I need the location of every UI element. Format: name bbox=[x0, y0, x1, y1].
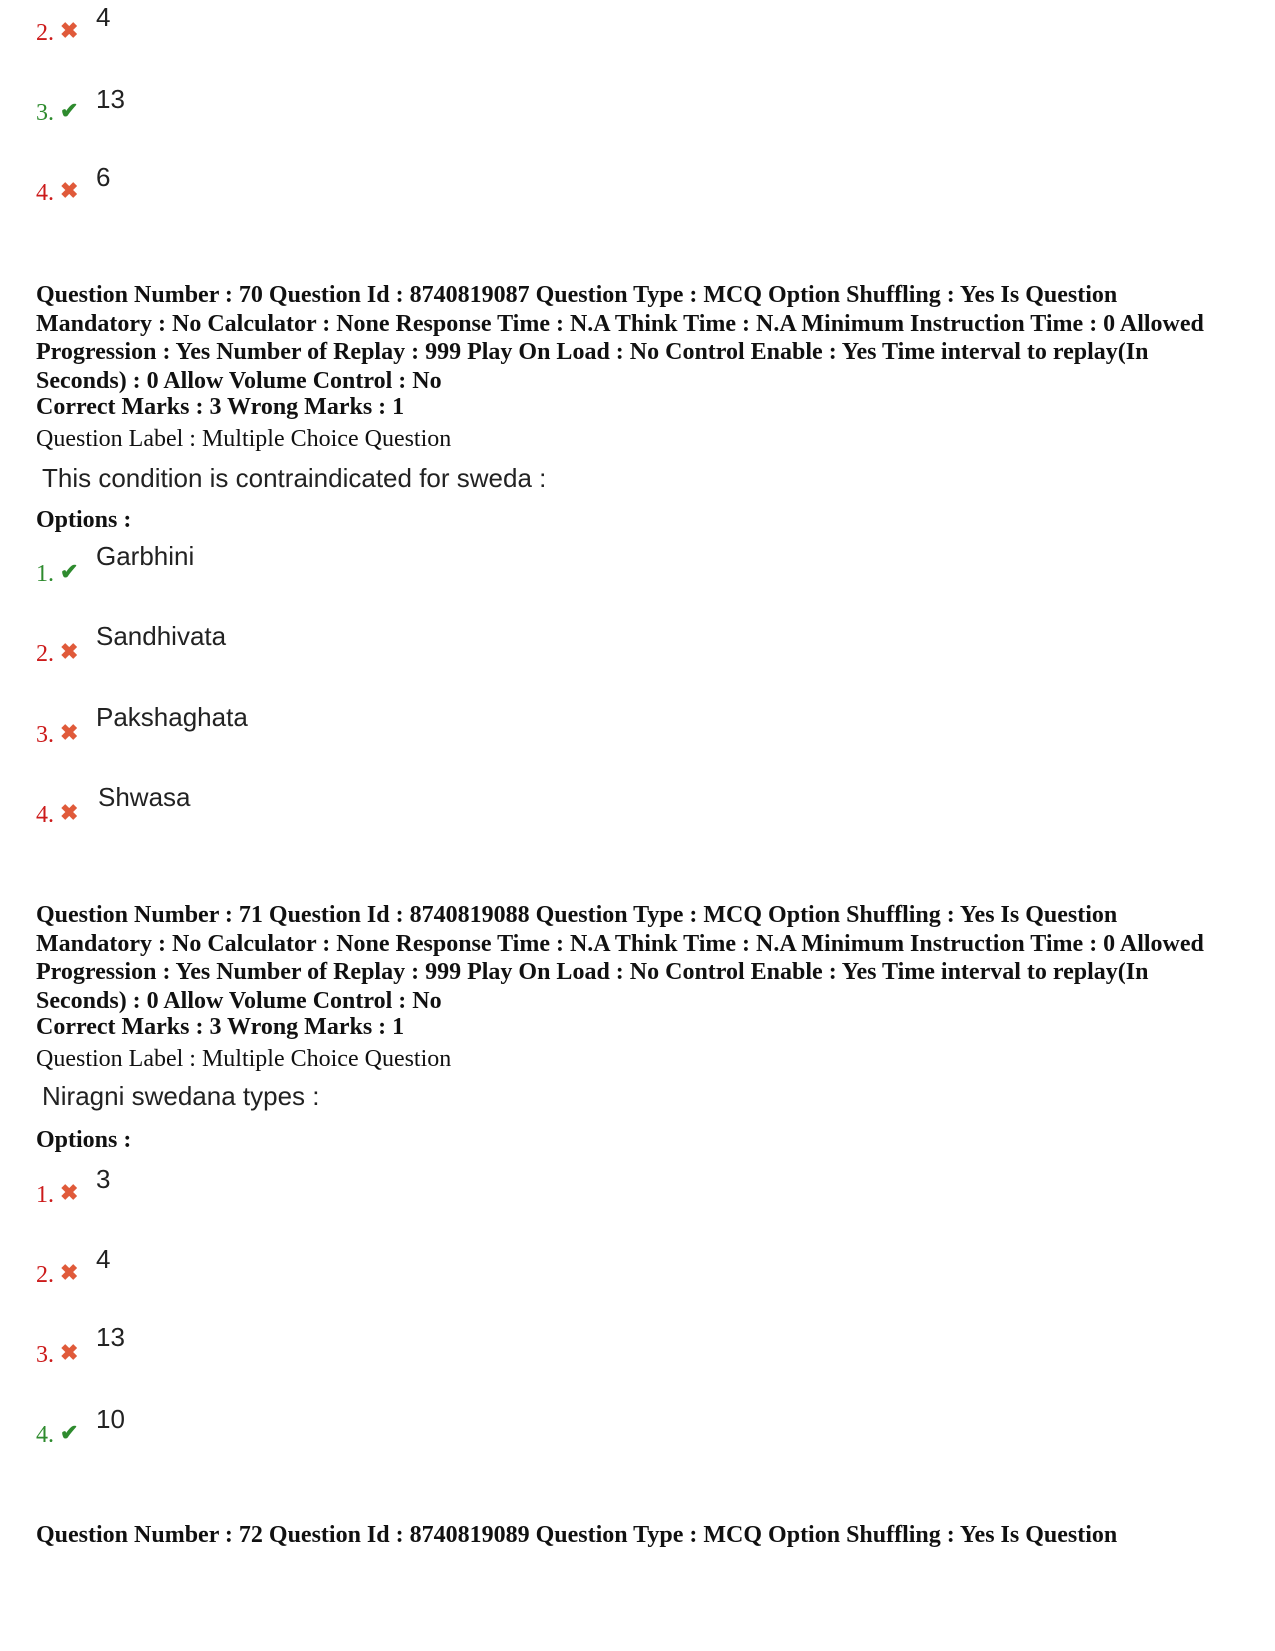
cross-icon: ✖ bbox=[60, 720, 79, 745]
check-icon: ✔ bbox=[60, 98, 79, 123]
option-number: 2. bbox=[36, 1262, 54, 1288]
option-number: 1. bbox=[36, 1182, 54, 1208]
cross-icon: ✖ bbox=[60, 800, 79, 825]
cross-icon: ✖ bbox=[60, 1340, 79, 1365]
option-text: 4 bbox=[96, 1244, 111, 1274]
question-marks: Correct Marks : 3 Wrong Marks : 1 bbox=[36, 1014, 405, 1040]
question-text: Niragni swedana types : bbox=[42, 1081, 320, 1111]
option-number: 2. bbox=[36, 20, 54, 46]
cross-icon: ✖ bbox=[60, 639, 79, 664]
question-text: This condition is contraindicated for sweda : bbox=[42, 463, 547, 493]
option-text: Pakshaghata bbox=[96, 702, 248, 732]
option-text: 4 bbox=[96, 2, 111, 32]
option-text: 10 bbox=[96, 1404, 125, 1434]
option-number: 3. bbox=[36, 722, 54, 748]
option-number: 2. bbox=[36, 641, 54, 667]
option-text: Sandhivata bbox=[96, 621, 227, 651]
cross-icon: ✖ bbox=[60, 1260, 79, 1285]
option-number: 4. bbox=[36, 802, 54, 828]
option-text: 13 bbox=[96, 1322, 125, 1352]
option-number: 4. bbox=[36, 180, 54, 206]
cross-icon: ✖ bbox=[60, 178, 79, 203]
question-meta: Question Number : 71 Question Id : 8740819088 Question Type : MCQ Option Shuffling : Yes Is Question Mandatory : No Calculator : None Response Time : N.A Think Time : N.A Minimum Instruction Time : 0 Allowed Progression : Yes Number of Replay : 999 Play On Load : No Control Enable : Yes Time interval to replay(In Seconds) : 0 Allow Volume Control : No bbox=[36, 902, 1204, 1014]
option-text: Shwasa bbox=[98, 782, 191, 812]
cross-icon: ✖ bbox=[60, 18, 79, 43]
option-text: 13 bbox=[96, 84, 125, 114]
check-icon: ✔ bbox=[60, 559, 79, 584]
question-label: Question Label : Multiple Choice Question bbox=[36, 1046, 452, 1072]
option-text: 6 bbox=[96, 162, 111, 192]
options-heading: Options : bbox=[36, 1127, 132, 1153]
question-meta: Question Number : 72 Question Id : 8740819089 Question Type : MCQ Option Shuffling : Yes Is Question bbox=[36, 1522, 1118, 1548]
question-meta: Question Number : 70 Question Id : 8740819087 Question Type : MCQ Option Shuffling : Yes Is Question Mandatory : No Calculator : None Response Time : N.A Think Time : N.A Minimum Instruction Time : 0 Allowed Progression : Yes Number of Replay : 999 Play On Load : No Control Enable : Yes Time interval to replay(In Seconds) : 0 Allow Volume Control : No bbox=[36, 282, 1204, 394]
option-number: 3. bbox=[36, 100, 54, 126]
option-text: Garbhini bbox=[96, 541, 195, 571]
option-number: 3. bbox=[36, 1342, 54, 1368]
option-number: 1. bbox=[36, 561, 54, 587]
options-heading: Options : bbox=[36, 507, 132, 533]
option-text: 3 bbox=[96, 1164, 111, 1194]
cross-icon: ✖ bbox=[60, 1180, 79, 1205]
option-number: 4. bbox=[36, 1422, 54, 1448]
check-icon: ✔ bbox=[60, 1420, 79, 1445]
question-label: Question Label : Multiple Choice Question bbox=[36, 426, 452, 452]
question-marks: Correct Marks : 3 Wrong Marks : 1 bbox=[36, 394, 405, 420]
